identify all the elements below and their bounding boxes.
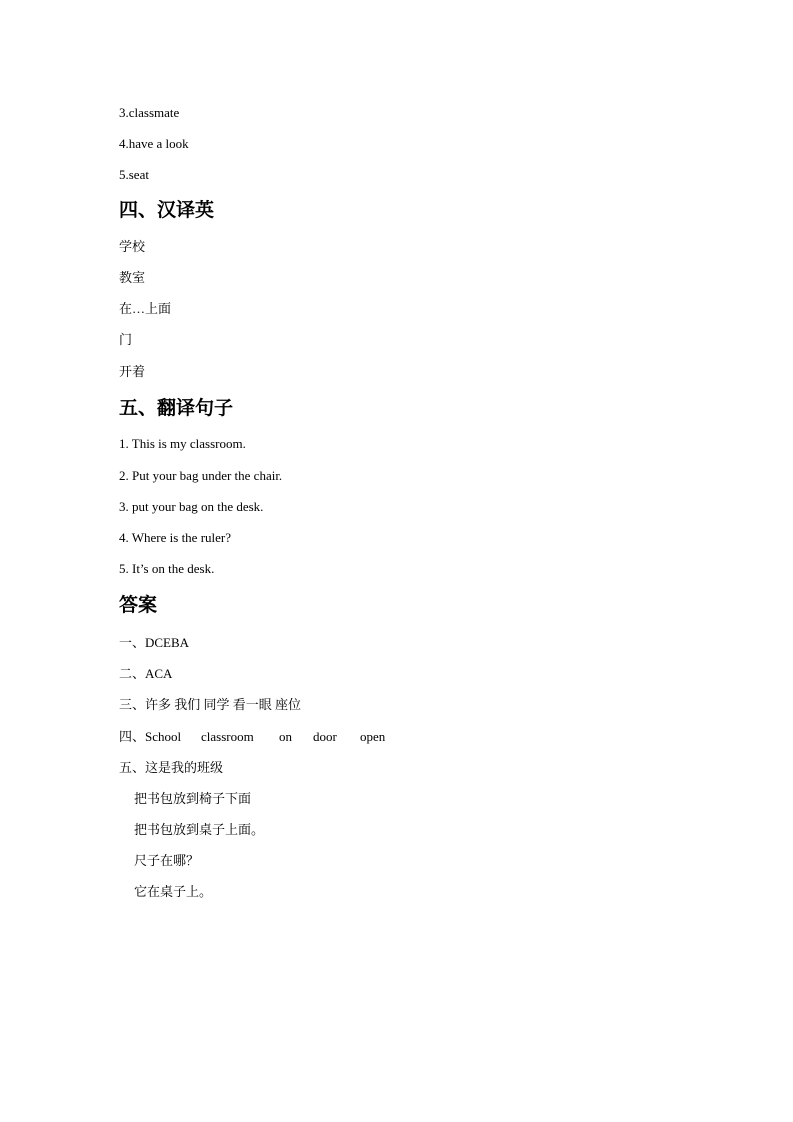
exercise-item-4: 4.have a look	[119, 136, 189, 151]
sentence-4: 4. Where is the ruler?	[119, 530, 232, 545]
cn-word-2: 教室	[119, 270, 146, 285]
cn-word-1: 学校	[119, 239, 146, 254]
answers-heading: 答案	[119, 594, 158, 616]
answer-2: 二、ACA	[119, 666, 173, 681]
cn-word-4: 门	[119, 332, 133, 347]
sentence-1: 1. This is my classroom.	[119, 436, 246, 451]
answer-4	[119, 729, 419, 745]
sentence-2: 2. Put your bag under the chair.	[119, 468, 283, 483]
sentence-5: 5. It’s on the desk.	[119, 561, 215, 576]
answer-3: 三、许多 我们 同学 看一眼 座位	[119, 697, 302, 712]
answer-5-line-5: 它在桌子上。	[134, 884, 213, 899]
answer-1: 一、DCEBA	[119, 635, 190, 650]
section-4-heading: 四、汉译英	[119, 199, 215, 221]
answer-5-line-2: 把书包放到椅子下面	[134, 791, 252, 806]
answer-4-word-3: on	[279, 729, 292, 744]
sentence-3: 3. put your bag on the desk.	[119, 499, 264, 514]
answer-5-line-3: 把书包放到桌子上面。	[134, 822, 265, 837]
answer-5: 五、这是我的班级	[119, 760, 224, 775]
answer-4-word-1: 四、School	[119, 729, 182, 744]
section-5-heading: 五、翻译句子	[119, 397, 234, 419]
answer-5-line-4: 尺子在哪？	[134, 853, 200, 868]
answer-4-word-4: door	[313, 729, 337, 744]
cn-word-3: 在…上面	[119, 301, 172, 316]
exercise-item-5: 5.seat	[119, 167, 149, 182]
cn-word-5: 开着	[119, 364, 146, 379]
answer-4-word-5: open	[360, 729, 386, 744]
exercise-item-3: 3.classmate	[119, 105, 180, 120]
answer-4-word-2: classroom	[201, 729, 254, 744]
